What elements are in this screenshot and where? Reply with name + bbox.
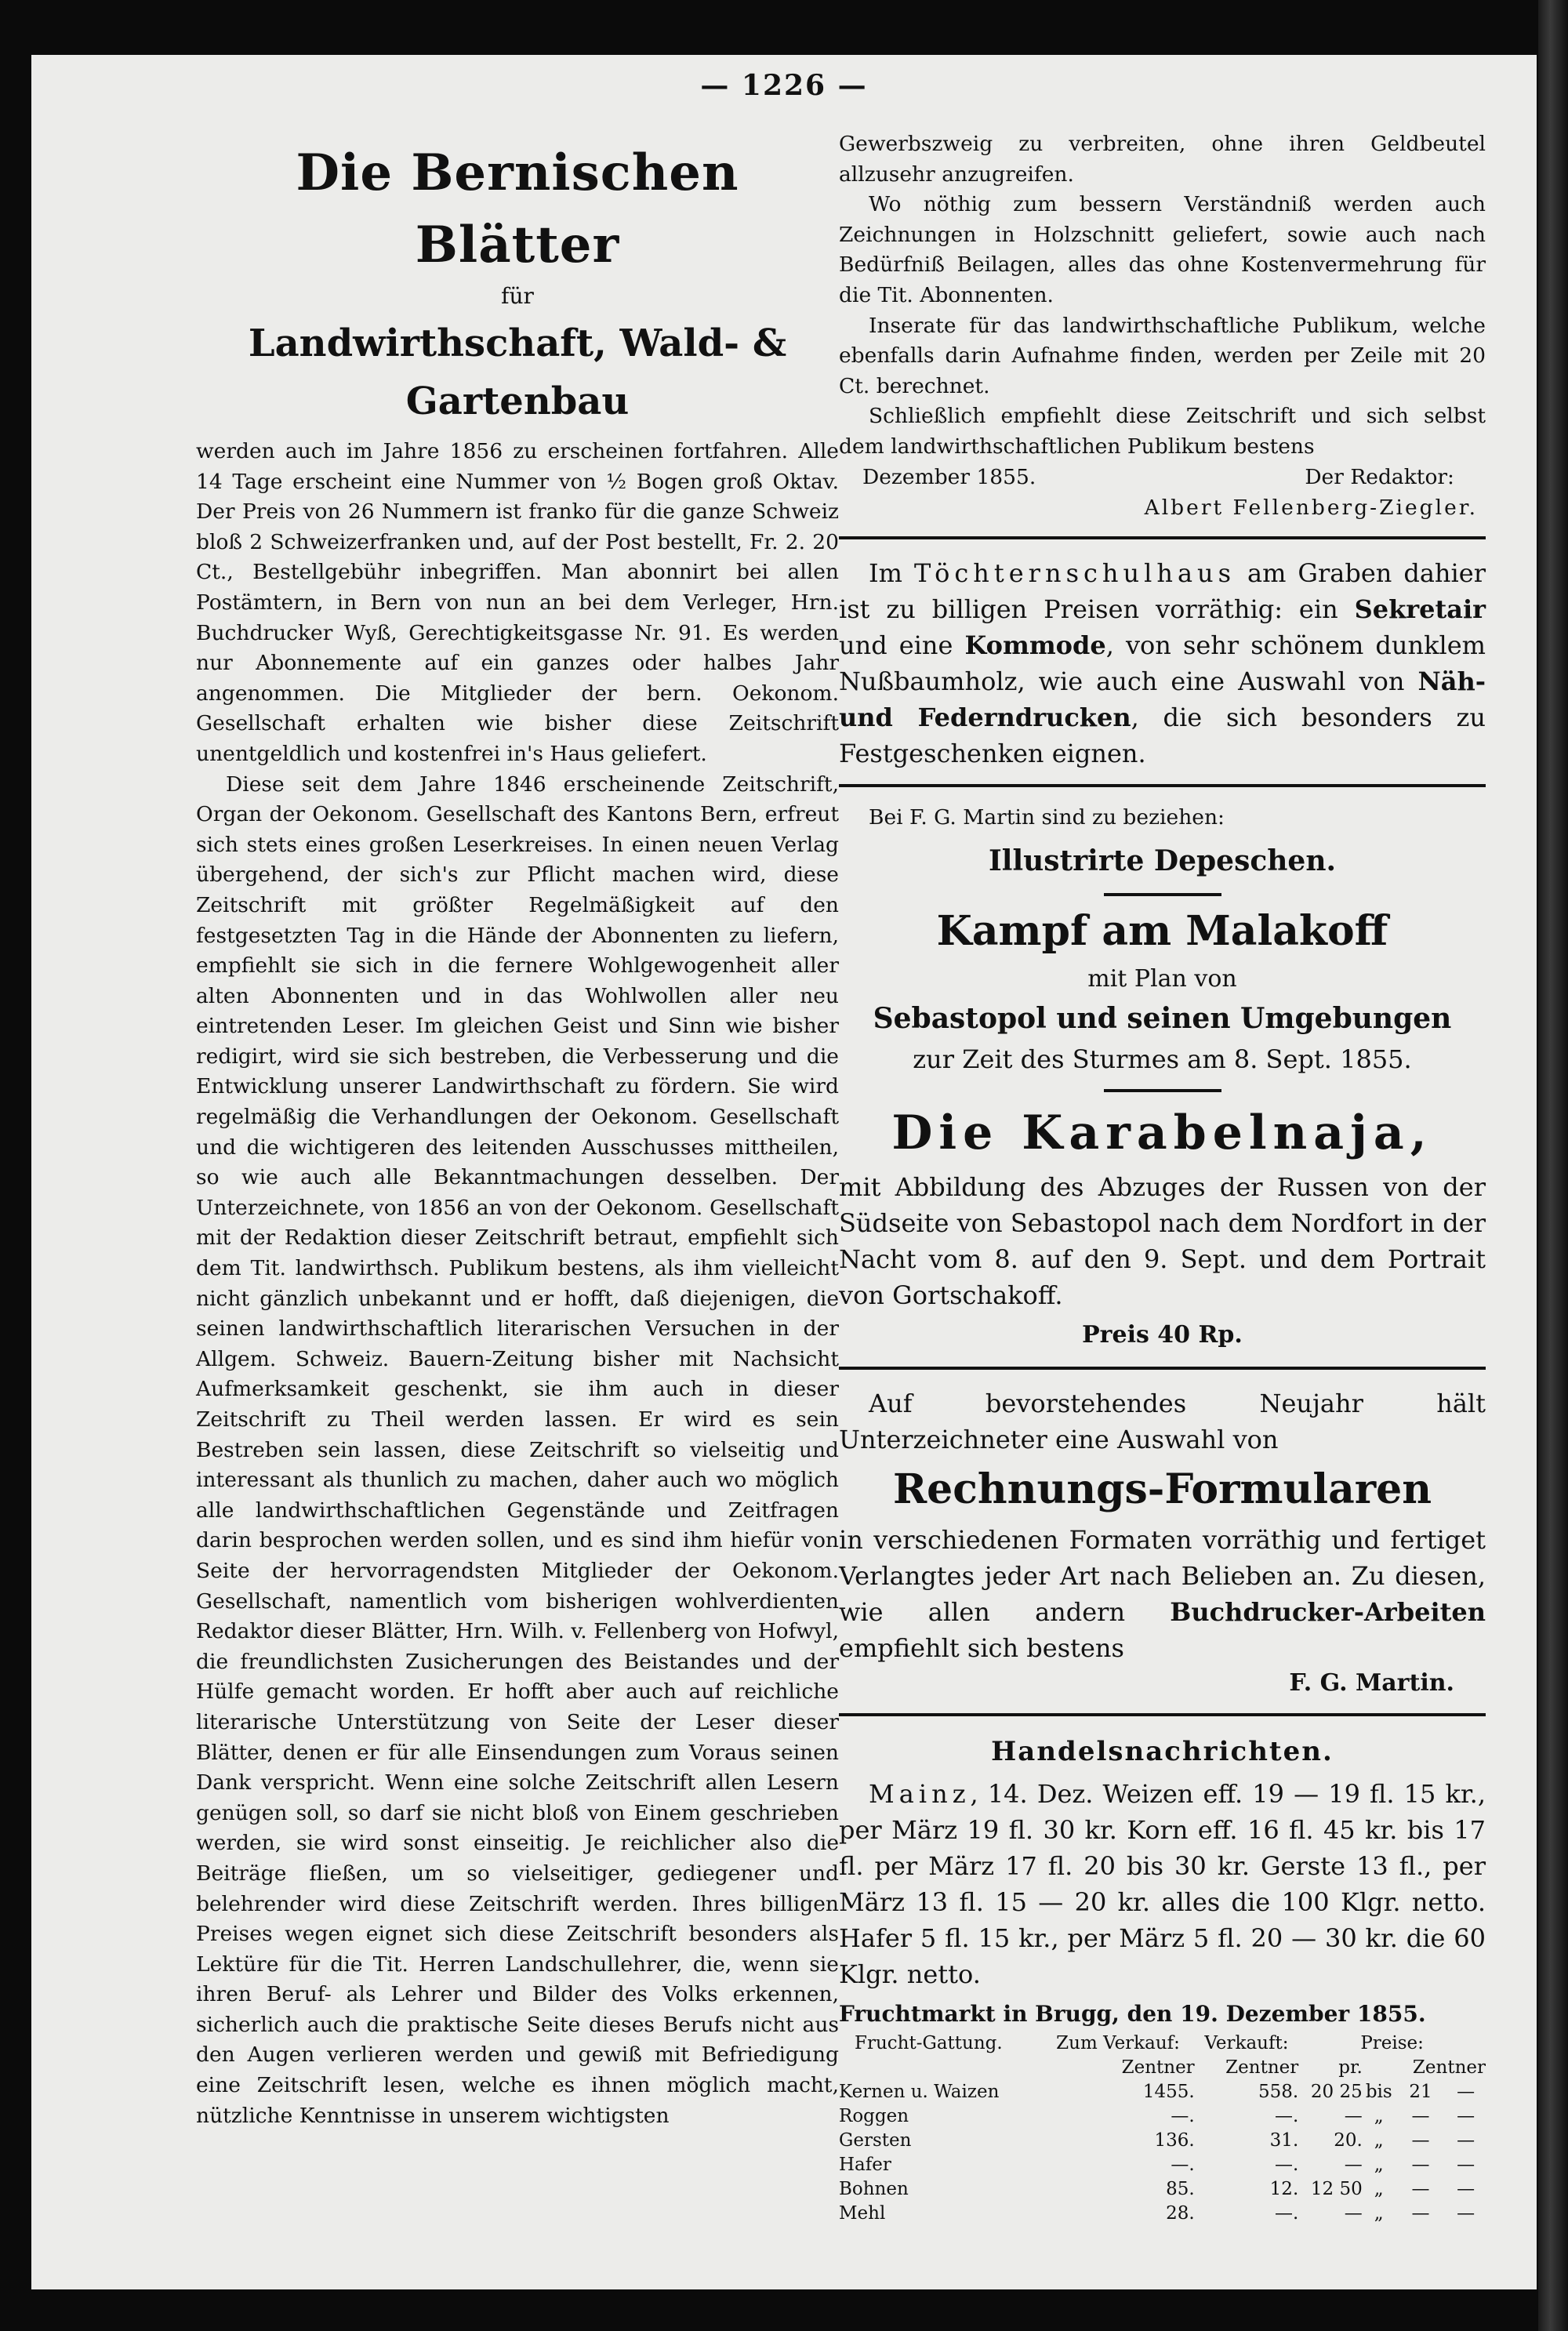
fm-cell-p2: 21 — [1409, 2081, 1432, 2102]
fruchtmarkt-table — [839, 2031, 1486, 2226]
item-naeh: Näh- und Federndrucken — [839, 666, 1486, 733]
fm-cell-sep: „ — [1374, 2154, 1384, 2175]
depeschen-heading: Illustrirte Depeschen. — [988, 844, 1337, 877]
furniture-ad: Im Töchternschulhaus am Graben dahier ist zu billigen Preisen vorräthig: ein Sekretair und eine Kommode, von sehr schönem dunklem Nußbaumholz, wie auch eine Auswahl von Näh- und Federndrucken, die sich besonders zu Festgeschenken eignen. — [839, 558, 1486, 769]
handel-text: Mainz, 14. Dez. Weizen eff. 19 — 19 fl. 15 kr., per März 19 fl. 30 kr. Korn eff. 16 fl. 45 kr. bis 17 fl. per März 17 fl. 20 bis 30 kr. Gerste 13 fl., per März 13 fl. 15 — 20 kr. alles die 100 Klgr. netto. Hafer 5 fl. 15 kr., per März 5 fl. 20 — 30 kr. die 60 Klgr. netto. — [839, 1778, 1486, 1989]
item-sekretair: Sekretair — [1354, 594, 1486, 625]
karabelnaja-text: mit Abbildung des Abzuges der Russen von der Südseite von Sebastopol nach dem Nordfort in der Nacht vom 8. auf den 9. Sept. und dem Portrait von Gortschakoff. — [839, 1171, 1486, 1310]
fm-cell-vk: 12. — [1269, 2178, 1299, 2199]
bookseller-intro: Bei F. G. Martin sind zu beziehen: — [869, 805, 1225, 830]
article-paragraph: Wo nöthig zum bessern Verständniß werden auch Zeichnungen in Holzschnitt geliefert, sowie auch nach Bedürfniß Beilagen, alles das ohne Kostenvermehrung für die Tit. Abonnenten. — [839, 192, 1486, 307]
signature-row — [839, 463, 1486, 493]
fm-cell-vk: —. — [1274, 2202, 1299, 2224]
article-title-fur: für — [501, 283, 534, 309]
table-row — [839, 2104, 1486, 2129]
fm-cell-dash: — — [1457, 2105, 1475, 2126]
sturm-date: zur Zeit des Sturmes am 8. Sept. 1855. — [913, 1044, 1412, 1074]
fm-cell-sep: „ — [1374, 2202, 1384, 2224]
fm-cell-name: Roggen — [839, 2105, 909, 2126]
article-paragraph: Schließlich empfiehlt diese Zeitschrift und sich selbst dem landwirthschaftlichen Publikum bestens — [839, 404, 1486, 459]
fm-cell-p1: — — [1344, 2154, 1363, 2175]
fruchtmarkt-heading: Fruchtmarkt in Brugg, den 19. Dezember 1855. — [839, 2000, 1426, 2027]
fm-cell-p2: — — [1411, 2105, 1430, 2126]
table-row — [839, 2153, 1486, 2177]
fm-cell-zv: 28. — [1166, 2202, 1195, 2224]
fm-cell-name: Hafer — [839, 2154, 891, 2175]
fm-cell-dash: — — [1457, 2081, 1475, 2102]
fm-cell-p1: — — [1344, 2202, 1363, 2224]
fm-header: Verkauft: — [1204, 2032, 1289, 2053]
redaktor-label: Der Redaktor: — [1305, 464, 1454, 489]
fm-cell-p2: — — [1411, 2202, 1430, 2224]
sebastopol-heading: Sebastopol und seinen Umgebungen — [873, 1001, 1452, 1035]
short-rule — [1104, 893, 1221, 896]
left-column — [196, 129, 839, 2131]
article-paragraph: Inserate für das landwirthschaftliche Publikum, welche ebenfalls darin Aufnahme finden, werden per Zeile mit 20 Ct. berechnet. — [839, 313, 1486, 398]
article-paragraph: Diese seit dem Jahre 1846 erscheinende Zeitschrift, Organ der Oekonom. Gesellschaft des Kantons Bern, erfreut sich stets eines großen Leserkreises. In einen neuen Verlag übergehend, der sich's zur Pflicht machen wird, diese Zeitschrift mit größter Regelmäßigkeit auf den festgesetzten Tag in die Hände der Abonnenten zu liefern, empfiehlt sie sich in die fernere Wohlgewogenheit aller alten Abonnenten und in das Wohlwollen aller neu eintretenden Leser. Im gleichen Geist und Sinn wie bisher redigirt, wird sie sich bestreben, die Verbesserung und die Entwicklung unserer Landwirthschaft zu fördern. Sie wird regelmäßig die Verhandlungen der Oekonom. Gesellschaft und die wichtigeren des leitenden Ausschusses mittheilen, so wie auch alle Bekanntmachungen desselben. Der Unterzeichnete, von 1856 an von der Oekonom. Gesellschaft mit der Redaktion dieser Zeitschrift betraut, empfiehlt sich dem Tit. landwirthsch. Publikum bestens, als ihm vielleicht nicht gänzlich unbekannt und er hofft, daß diejenigen, die seinen landwirthschaftlich literarischen Versuchen in der Allgem. Schweiz. Bauern-Zeitung bisher mit Nachsicht Aufmerksamkeit geschenkt, sie ihm auch in dieser Zeitschrift zu Theil werden lassen. Er wird es sein Bestreben sein lassen, diese Zeitschrift so vielseitig und interessant als thunlich zu machen, daher auch wo möglich alle landwirthschaftlichen Gegenstände und Zeitfragen darin besprochen werden sollen, und es sind ihm hiefür von Seite der hervorragendsten Mitglieder der Oekonom. Gesellschaft, namentlich vom bisherigen wohlverdienten Redaktor dieser Blätter, Hrn. Wilh. v. Fellenberg von Hofwyl, die freundlichsten Zusicherungen des Beistandes und der Hülfe gemacht worden. Er hofft aber auch auf reichliche literarische Unterstützung von Seite der Leser dieser Blätter, denen er für alle Einsendungen zum Voraus seinen Dank verspricht. Wenn eine solche Zeitschrift allen Lesern genügen soll, so darf sie nicht bloß von Einem geschrieben werden, sie wird sonst einseitig. Je reichlicher also die Beiträge fließen, um so vielseitiger, gediegener und belehrender wird diese Zeitschrift werden. Ihres billigen Preises wegen eignet sich diese Zeitschrift besonders als Lektüre für die Tit. Herren Landschullehrer, die, wenn sie ihren Beruf- als Lehrer und Bilder des Volks erkennen, sicherlich auch die praktische Seite dieses Berufs nicht aus den Augen verlieren werden und gewiß mit Befriedigung eine Zeitschrift lesen, welche es ihnen möglich macht, nützliche Kenntnisse in unserem wichtigsten — [196, 772, 839, 2128]
newspaper-page — [31, 55, 1537, 2289]
formulare-text: in verschiedenen Formaten vorräthig und fertiget Verlangtes jeder Art nach Belieben an. Zu diesen, wie allen andern Buchdrucker-Arbeiten empfiehlt sich bestens — [839, 1524, 1486, 1663]
section-rule — [839, 784, 1486, 787]
fm-header: Frucht-Gattung. — [855, 2032, 1003, 2053]
article-continuation: Gewerbszweig zu verbreiten, ohne ihren Geldbeutel allzusehr anzugreifen. — [839, 132, 1486, 187]
plan-text: mit Plan von — [1087, 964, 1237, 993]
fm-cell-name: Kernen u. Waizen — [839, 2081, 1000, 2102]
formulare-heading: Rechnungs-Formularen — [892, 1465, 1432, 1513]
fm-unit: Zentner — [1225, 2057, 1299, 2078]
fm-cell-sep: „ — [1374, 2105, 1384, 2126]
book-spine — [1538, 0, 1568, 2331]
price-label: Preis 40 Rp. — [1082, 1320, 1243, 1349]
fm-cell-zv: —. — [1171, 2154, 1195, 2175]
fm-cell-p2: — — [1411, 2154, 1430, 2175]
fm-unit: Zentner — [1412, 2057, 1486, 2078]
fm-cell-zv: 85. — [1166, 2178, 1195, 2199]
article-paragraph: werden auch im Jahre 1856 zu erscheinen fortfahren. Alle 14 Tage erscheint eine Nummer von ½ Bogen groß Oktav. Der Preis von 26 Nummern ist franko für die ganze Schweiz bloß 2 Schweizerfranken und, auf der Post bestellt, Fr. 2. 20 Ct., Bestellgebühr inbegriffen. Man abonnirt bei allen Postämtern, in Bern von nun an bei dem Verleger, Hrn. Buchdrucker Wyß, Gerechtigkeitsgasse Nr. 91. Es werden nur Abonnemente auf ein ganzes oder halbes Jahr angenommen. Die Mitglieder der bern. Oekonom. Gesellschaft erhalten wie bisher diese Zeitschrift unentgeldlich und kostenfrei in's Haus geliefert. — [196, 439, 839, 766]
table-row — [839, 2080, 1486, 2104]
fm-cell-name: Bohnen — [839, 2178, 909, 2199]
fm-header: Zum Verkauf: — [1056, 2032, 1180, 2053]
fm-cell-sep: bis — [1365, 2081, 1392, 2102]
fm-unit: pr. — [1338, 2057, 1363, 2078]
article-title: Die Bernischen Blätter — [296, 143, 739, 274]
formulare-signature: F. G. Martin. — [1289, 1668, 1454, 1697]
fm-cell-zv: 136. — [1154, 2129, 1195, 2151]
formulare-intro: Auf bevorstehendes Neujahr hält Unterzeichneter eine Auswahl von — [839, 1388, 1486, 1454]
malakoff-heading: Kampf am Malakoff — [936, 906, 1388, 955]
fm-cell-vk: 558. — [1258, 2081, 1299, 2102]
section-rule — [839, 1713, 1486, 1716]
fm-cell-p1: 20 25 — [1310, 2081, 1363, 2102]
buchdrucker-bold: Buchdrucker-Arbeiten — [1170, 1596, 1486, 1627]
table-row — [839, 2202, 1486, 2226]
fm-cell-vk: 31. — [1269, 2129, 1299, 2151]
fm-cell-dash: — — [1457, 2154, 1475, 2175]
fm-cell-vk: —. — [1274, 2105, 1299, 2126]
school-name: Töchternschulhaus — [913, 558, 1236, 589]
fm-cell-vk: —. — [1274, 2154, 1299, 2175]
article-subtitle: Landwirthschaft, Wald- & Gartenbau — [248, 321, 787, 423]
fm-cell-p1: 20. — [1334, 2129, 1363, 2151]
fm-cell-p1: — — [1344, 2105, 1363, 2126]
page-number: — 1226 — — [700, 69, 868, 102]
redaktor-name: Albert Fellenberg-Ziegler. — [1144, 496, 1478, 521]
section-rule — [839, 536, 1486, 539]
fm-cell-dash: — — [1457, 2129, 1475, 2151]
fm-cell-dash: — — [1457, 2202, 1475, 2224]
fm-cell-name: Mehl — [839, 2202, 886, 2224]
fm-header: Preise: — [1360, 2032, 1424, 2053]
fm-unit: Zentner — [1121, 2057, 1195, 2078]
fm-cell-name: Gersten — [839, 2129, 912, 2151]
table-row — [839, 2129, 1486, 2153]
table-row — [839, 2177, 1486, 2202]
fm-cell-dash: — — [1457, 2178, 1475, 2199]
fm-cell-zv: 1455. — [1142, 2081, 1195, 2102]
short-rule — [1104, 1089, 1221, 1092]
fm-cell-p2: — — [1411, 2129, 1430, 2151]
item-kommode: Kommode — [964, 630, 1106, 661]
fm-cell-sep: „ — [1374, 2129, 1384, 2151]
fm-cell-p1: 12 50 — [1310, 2178, 1363, 2199]
fm-cell-sep: „ — [1374, 2178, 1384, 2199]
fm-cell-zv: —. — [1171, 2105, 1195, 2126]
karabelnaja-heading: Die Karabelnaja, — [891, 1105, 1433, 1160]
sign-date: Dezember 1855. — [862, 464, 1036, 489]
right-column — [839, 129, 1486, 2226]
fm-cell-p2: — — [1411, 2178, 1430, 2199]
handel-heading: Handelsnachrichten. — [991, 1735, 1334, 1767]
section-rule — [839, 1367, 1486, 1370]
handel-place: Mainz — [869, 1778, 971, 1809]
